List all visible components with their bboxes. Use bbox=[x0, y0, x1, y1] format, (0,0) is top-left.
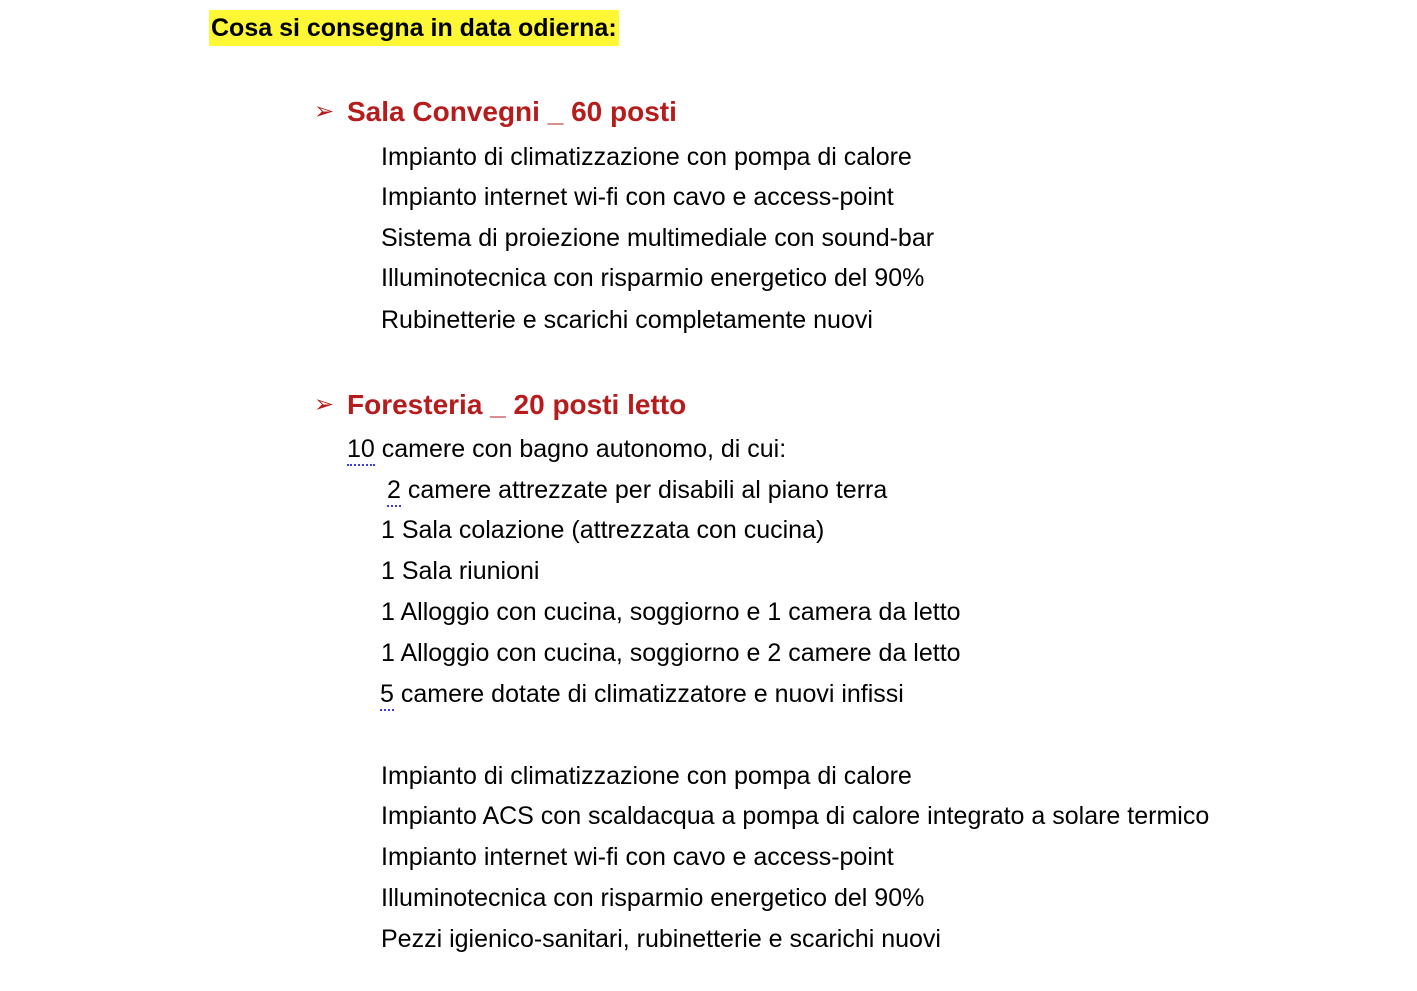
climate-rooms-count: 5 bbox=[380, 680, 394, 711]
page-heading: Cosa si consegna in data odierna: bbox=[209, 10, 619, 46]
disabled-rooms-count: 2 bbox=[387, 476, 401, 507]
list-item: Pezzi igienico-sanitari, rubinetterie e scarichi nuovi bbox=[381, 925, 941, 953]
list-item: Impianto di climatizzazione con pompa di calore bbox=[381, 762, 912, 790]
list-item: 1 Alloggio con cucina, soggiorno e 1 camera da letto bbox=[381, 598, 961, 626]
rooms-summary-text: camere con bagno autonomo, di cui: bbox=[374, 435, 787, 463]
list-item: Impianto ACS con scaldacqua a pompa di calore integrato a solare termico bbox=[381, 802, 1210, 830]
arrow-bullet-icon: ➢ bbox=[314, 391, 335, 418]
section-title-text: Sala Convegni _ 60 posti bbox=[347, 96, 677, 127]
list-item: Sistema di proiezione multimediale con sound-bar bbox=[381, 224, 935, 252]
section-title-text: Foresteria _ 20 posti letto bbox=[347, 389, 687, 420]
list-item: 1 Alloggio con cucina, soggiorno e 2 camere da letto bbox=[381, 639, 961, 667]
disabled-rooms-text: camere attrezzate per disabili al piano terra bbox=[400, 476, 888, 504]
rooms-count: 10 bbox=[347, 435, 375, 466]
disabled-rooms-line bbox=[387, 473, 887, 507]
list-item: Illuminotecnica con risparmio energetico del 90% bbox=[381, 884, 925, 912]
list-item: Illuminotecnica con risparmio energetico del 90% bbox=[381, 264, 925, 292]
climate-rooms-line bbox=[380, 677, 904, 711]
list-item: Rubinetterie e scarichi completamente nuovi bbox=[381, 306, 873, 334]
list-item: 1 Sala colazione (attrezzata con cucina) bbox=[381, 516, 825, 544]
section-title-foresteria bbox=[314, 385, 686, 425]
list-item: Impianto internet wi-fi con cavo e access-point bbox=[381, 183, 894, 211]
arrow-bullet-icon: ➢ bbox=[314, 98, 335, 125]
list-item: Impianto di climatizzazione con pompa di calore bbox=[381, 143, 912, 171]
rooms-summary-line bbox=[347, 432, 786, 466]
list-item: Impianto internet wi-fi con cavo e access-point bbox=[381, 843, 894, 871]
section-title-sala-convegni bbox=[314, 92, 677, 132]
climate-rooms-text: camere dotate di climatizzatore e nuovi infissi bbox=[393, 680, 904, 708]
list-item: 1 Sala riunioni bbox=[381, 557, 540, 585]
